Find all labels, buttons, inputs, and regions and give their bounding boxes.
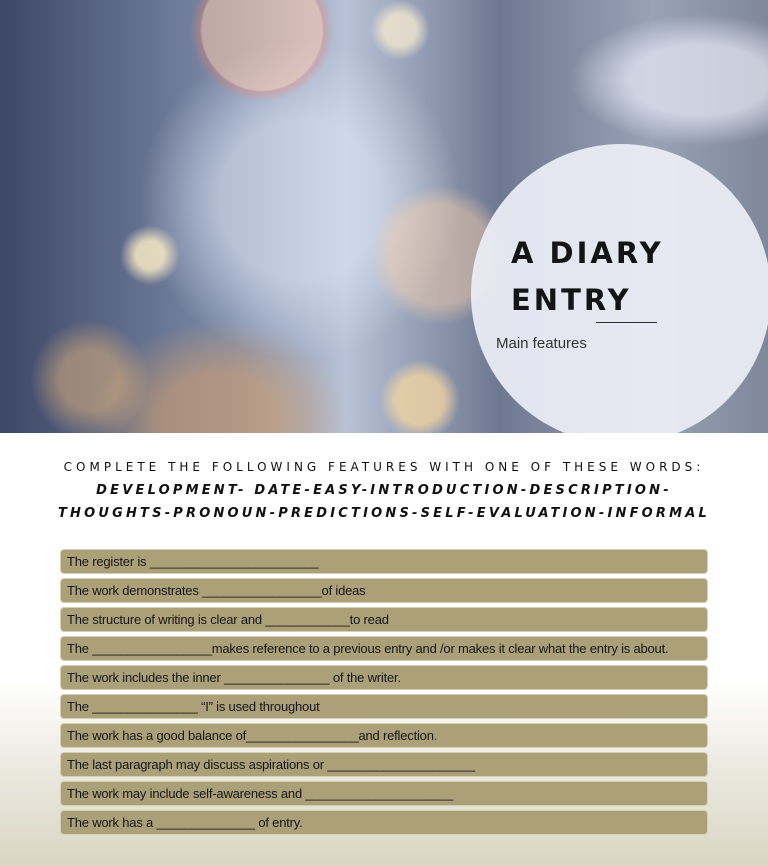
- title-line-1: A DIARY: [511, 236, 664, 270]
- page-title: [511, 230, 751, 324]
- feature-row: The work demonstrates _________________of ideas: [60, 578, 708, 603]
- feature-row: The _______________ “I” is used throughout: [60, 694, 708, 719]
- instructions: [40, 458, 728, 525]
- feature-row: The _________________makes reference to a previous entry and /or makes it clear what the entry is about.: [60, 636, 708, 661]
- title-divider: [596, 322, 657, 323]
- feature-row: The work includes the inner _______________ of the writer.: [60, 665, 708, 690]
- feature-row: The structure of writing is clear and ____________to read: [60, 607, 708, 632]
- word-bank: DEVELOPMENT- DATE-EASY-INTRODUCTION-DESCRIPTION-THOUGHTS-PRONOUN-PREDICTIONS-SELF-EVALUATION-INFORMAL: [57, 483, 711, 521]
- title-line-2: ENTRY: [511, 283, 632, 317]
- feature-row: The work has a ______________ of entry.: [60, 810, 708, 835]
- page-subtitle: Main features: [496, 335, 587, 352]
- feature-row: The work has a good balance of________________and reflection.: [60, 723, 708, 748]
- feature-row: The last paragraph may discuss aspirations or _____________________: [60, 752, 708, 777]
- feature-row: The work may include self-awareness and _____________________: [60, 781, 708, 806]
- instructions-lead: COMPLETE THE FOLLOWING FEATURES WITH ONE OF THESE WORDS:: [63, 460, 705, 474]
- feature-list: [60, 549, 708, 839]
- feature-row: The register is ________________________: [60, 549, 708, 574]
